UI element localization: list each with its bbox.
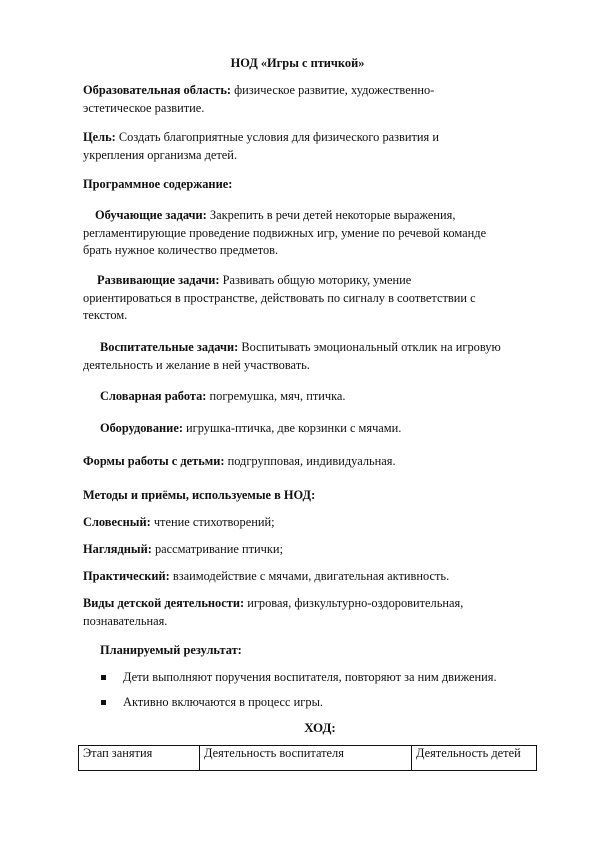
vocabulary-label: Словарная работа: bbox=[100, 389, 207, 403]
goal-text-1: Создать благоприятные условия для физического развития и bbox=[115, 130, 439, 144]
activity-types-label: Виды детской деятельности: bbox=[83, 596, 245, 610]
teaching-tasks-label: Обучающие задачи: bbox=[95, 208, 207, 222]
activity-types bbox=[83, 595, 563, 630]
goal-paragraph bbox=[83, 129, 563, 164]
method-practical bbox=[83, 568, 563, 586]
vocabulary-work bbox=[83, 388, 563, 406]
developing-tasks-text-3: текстом. bbox=[83, 308, 128, 322]
bullet-icon bbox=[101, 675, 106, 680]
developing-tasks-label: Развивающие задачи: bbox=[97, 273, 220, 287]
teaching-tasks bbox=[83, 207, 563, 260]
educational-area-label: Образовательная область: bbox=[83, 83, 231, 97]
equipment bbox=[83, 420, 563, 438]
method-verbal-text: чтение стихотворений; bbox=[150, 515, 275, 529]
methods-heading: Методы и приёмы, используемые в НОД: bbox=[83, 488, 316, 502]
method-verbal bbox=[83, 514, 563, 532]
procedure-heading: ХОД: bbox=[304, 720, 336, 735]
educational-area-text-1: физическое развитие, художественно- bbox=[231, 83, 435, 97]
table-header-children: Деятельность детей bbox=[412, 746, 537, 771]
upbringing-tasks-label: Воспитательные задачи: bbox=[100, 340, 239, 354]
work-forms bbox=[83, 453, 563, 471]
teaching-tasks-text-3: брать нужное количество предметов. bbox=[83, 243, 279, 257]
lesson-plan-table bbox=[78, 745, 537, 771]
activity-types-text-2: познавательная. bbox=[83, 613, 168, 628]
table-header-teacher: Деятельность воспитателя bbox=[200, 746, 412, 771]
program-heading: Программное содержание: bbox=[83, 177, 233, 191]
upbringing-tasks-text-1: Воспитывать эмоциональный отклик на игровую bbox=[238, 340, 501, 354]
developing-tasks bbox=[83, 272, 563, 325]
educational-area-text-2: эстетическое развитие. bbox=[83, 100, 205, 115]
developing-tasks-text-2: ориентироваться в пространстве, действовать по сигналу в соответствии с bbox=[83, 290, 476, 305]
table-header-stage: Этап занятия bbox=[79, 746, 200, 771]
bullet-icon bbox=[101, 700, 106, 705]
method-visual-label: Наглядный: bbox=[83, 542, 152, 556]
upbringing-tasks-text-2: деятельность и желание в ней участвовать. bbox=[83, 357, 310, 372]
result-heading: Планируемый результат: bbox=[100, 643, 242, 657]
vocabulary-text: погремушка, мяч, птичка. bbox=[206, 389, 346, 403]
educational-area bbox=[83, 82, 563, 117]
table-header-row bbox=[79, 746, 537, 771]
method-practical-text: взаимодействие с мячами, двигательная активность. bbox=[169, 569, 450, 583]
developing-tasks-text-1: Развивать общую моторику, умение bbox=[219, 273, 412, 287]
document-title: НОД «Игры с птичкой» bbox=[230, 56, 365, 70]
method-verbal-label: Словесный: bbox=[83, 515, 151, 529]
upbringing-tasks bbox=[83, 339, 563, 374]
equipment-text: игрушка-птичка, две корзинки с мячами. bbox=[182, 421, 402, 435]
goal-text-2: укрепления организма детей. bbox=[83, 147, 238, 162]
result-item-text: Дети выполняют поручения воспитателя, повторяют за ним движения. bbox=[123, 670, 497, 684]
method-visual-text: рассматривание птички; bbox=[151, 542, 284, 556]
goal-label: Цель: bbox=[83, 130, 116, 144]
equipment-label: Оборудование: bbox=[100, 421, 183, 435]
method-visual bbox=[83, 541, 563, 559]
work-forms-text: подгрупповая, индивидуальная. bbox=[224, 454, 396, 468]
method-practical-label: Практический: bbox=[83, 569, 170, 583]
work-forms-label: Формы работы с детьми: bbox=[83, 454, 225, 468]
activity-types-text-1: игровая, физкультурно-оздоровительная, bbox=[244, 596, 464, 610]
teaching-tasks-text-1: Закрепить в речи детей некоторые выражения, bbox=[206, 208, 456, 222]
result-item-text: Активно включаются в процесс игры. bbox=[123, 695, 323, 709]
teaching-tasks-text-2: регламентирующие проведение подвижных игр, умение по речевой команде bbox=[83, 225, 487, 240]
